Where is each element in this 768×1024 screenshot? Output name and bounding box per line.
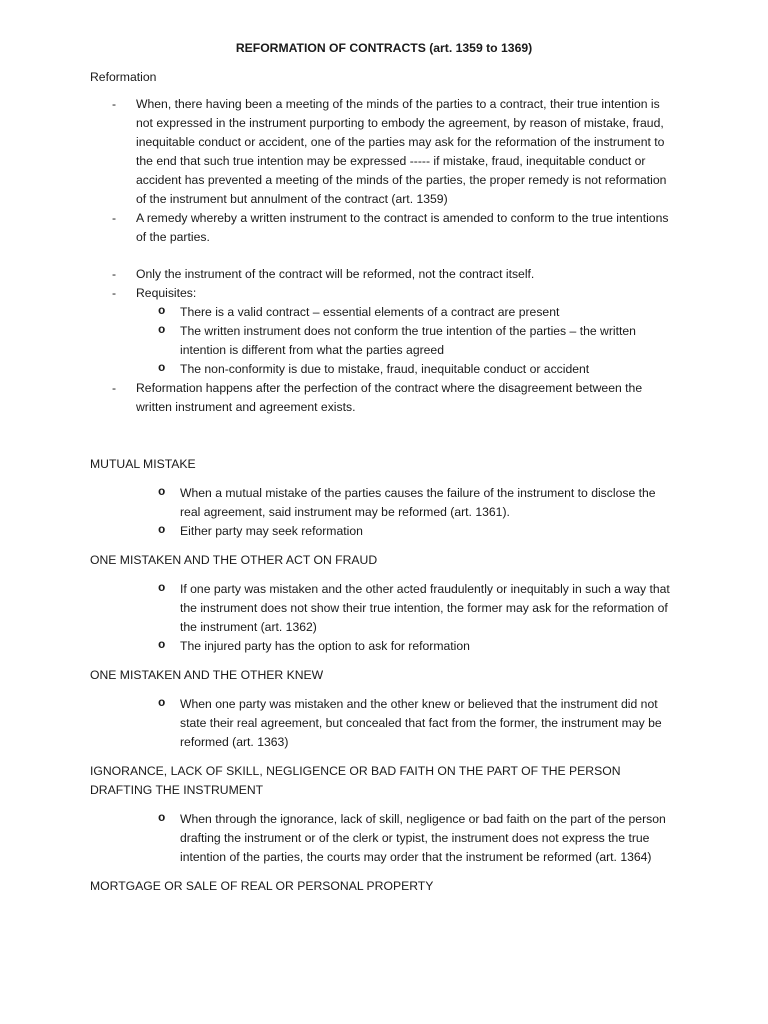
section-heading: MORTGAGE OR SALE OF REAL OR PERSONAL PROPERTY: [90, 879, 434, 893]
list-item: o If one party was mistaken and the other acted fraudulently or inequitably in such a way that the instrument does not show their true intention, the former may ask for the reformation of the instrument (art. 1362): [180, 580, 678, 637]
requisites-sublist: [136, 303, 678, 379]
spacer: [90, 417, 678, 455]
section-heading: IGNORANCE, LACK OF SKILL, NEGLIGENCE OR BAD FAITH ON THE PART OF THE PERSON DRAFTING THE INSTRUMENT: [90, 764, 621, 797]
section-list: [90, 695, 678, 752]
section-heading: ONE MISTAKEN AND THE OTHER ACT ON FRAUD: [90, 553, 378, 567]
list-item: o The injured party has the option to ask for reformation: [180, 637, 678, 656]
list-item: - A remedy whereby a written instrument to the contract is amended to conform to the true intentions of the parties.: [136, 209, 678, 247]
document-title: REFORMATION OF CONTRACTS (art. 1359 to 1369): [235, 41, 533, 55]
list-item: - When, there having been a meeting of the minds of the parties to a contract, their true intention is not expressed in the instrument purporting to embody the agreement, by reason of mistake, fraud, inequitable conduct or accident, one of the parties may ask for the reformation of the instrument to the end that such true intention may be expressed ----- if mistake, fraud, inequitable conduct or accident has prevented a meeting of the minds of the parties, the proper remedy is not reformation of the instrument but annulment of the contract (art. 1359): [136, 95, 678, 209]
section-list: [90, 580, 678, 656]
list-item: [136, 284, 678, 379]
list-item: o When through the ignorance, lack of skill, negligence or bad faith on the part of the person drafting the instrument or of the clerk or typist, the instrument does not express the true intention of the parties, the courts may order that the instrument be reformed (art. 1364): [180, 810, 678, 867]
section-heading: MUTUAL MISTAKE: [90, 457, 196, 471]
reformation-list: [90, 95, 678, 247]
list-item: - Only the instrument of the contract will be reformed, not the contract itself.: [136, 265, 678, 284]
list-item: o Either party may seek reformation: [180, 522, 678, 541]
list-item: o The written instrument does not conform the true intention of the parties – the written intention is different from what the parties agreed: [180, 322, 678, 360]
list-item: o There is a valid contract – essential elements of a contract are present: [180, 303, 678, 322]
subheading-reformation: Reformation: [90, 70, 157, 84]
requisites-list: [90, 265, 678, 417]
section-list: [90, 810, 678, 867]
requisites-label: Requisites:: [136, 286, 197, 300]
section-list: [90, 484, 678, 541]
list-item: - Reformation happens after the perfection of the contract where the disagreement between the written instrument and agreement exists.: [136, 379, 678, 417]
spacer: [90, 247, 678, 265]
list-item: o When one party was mistaken and the other knew or believed that the instrument did not state their real agreement, but concealed that fact from the former, the instrument may be reformed (art. 1363): [180, 695, 678, 752]
section-heading: ONE MISTAKEN AND THE OTHER KNEW: [90, 668, 324, 682]
list-item: o The non-conformity is due to mistake, fraud, inequitable conduct or accident: [180, 360, 678, 379]
list-item: o When a mutual mistake of the parties causes the failure of the instrument to disclose the real agreement, said instrument may be reformed (art. 1361).: [180, 484, 678, 522]
